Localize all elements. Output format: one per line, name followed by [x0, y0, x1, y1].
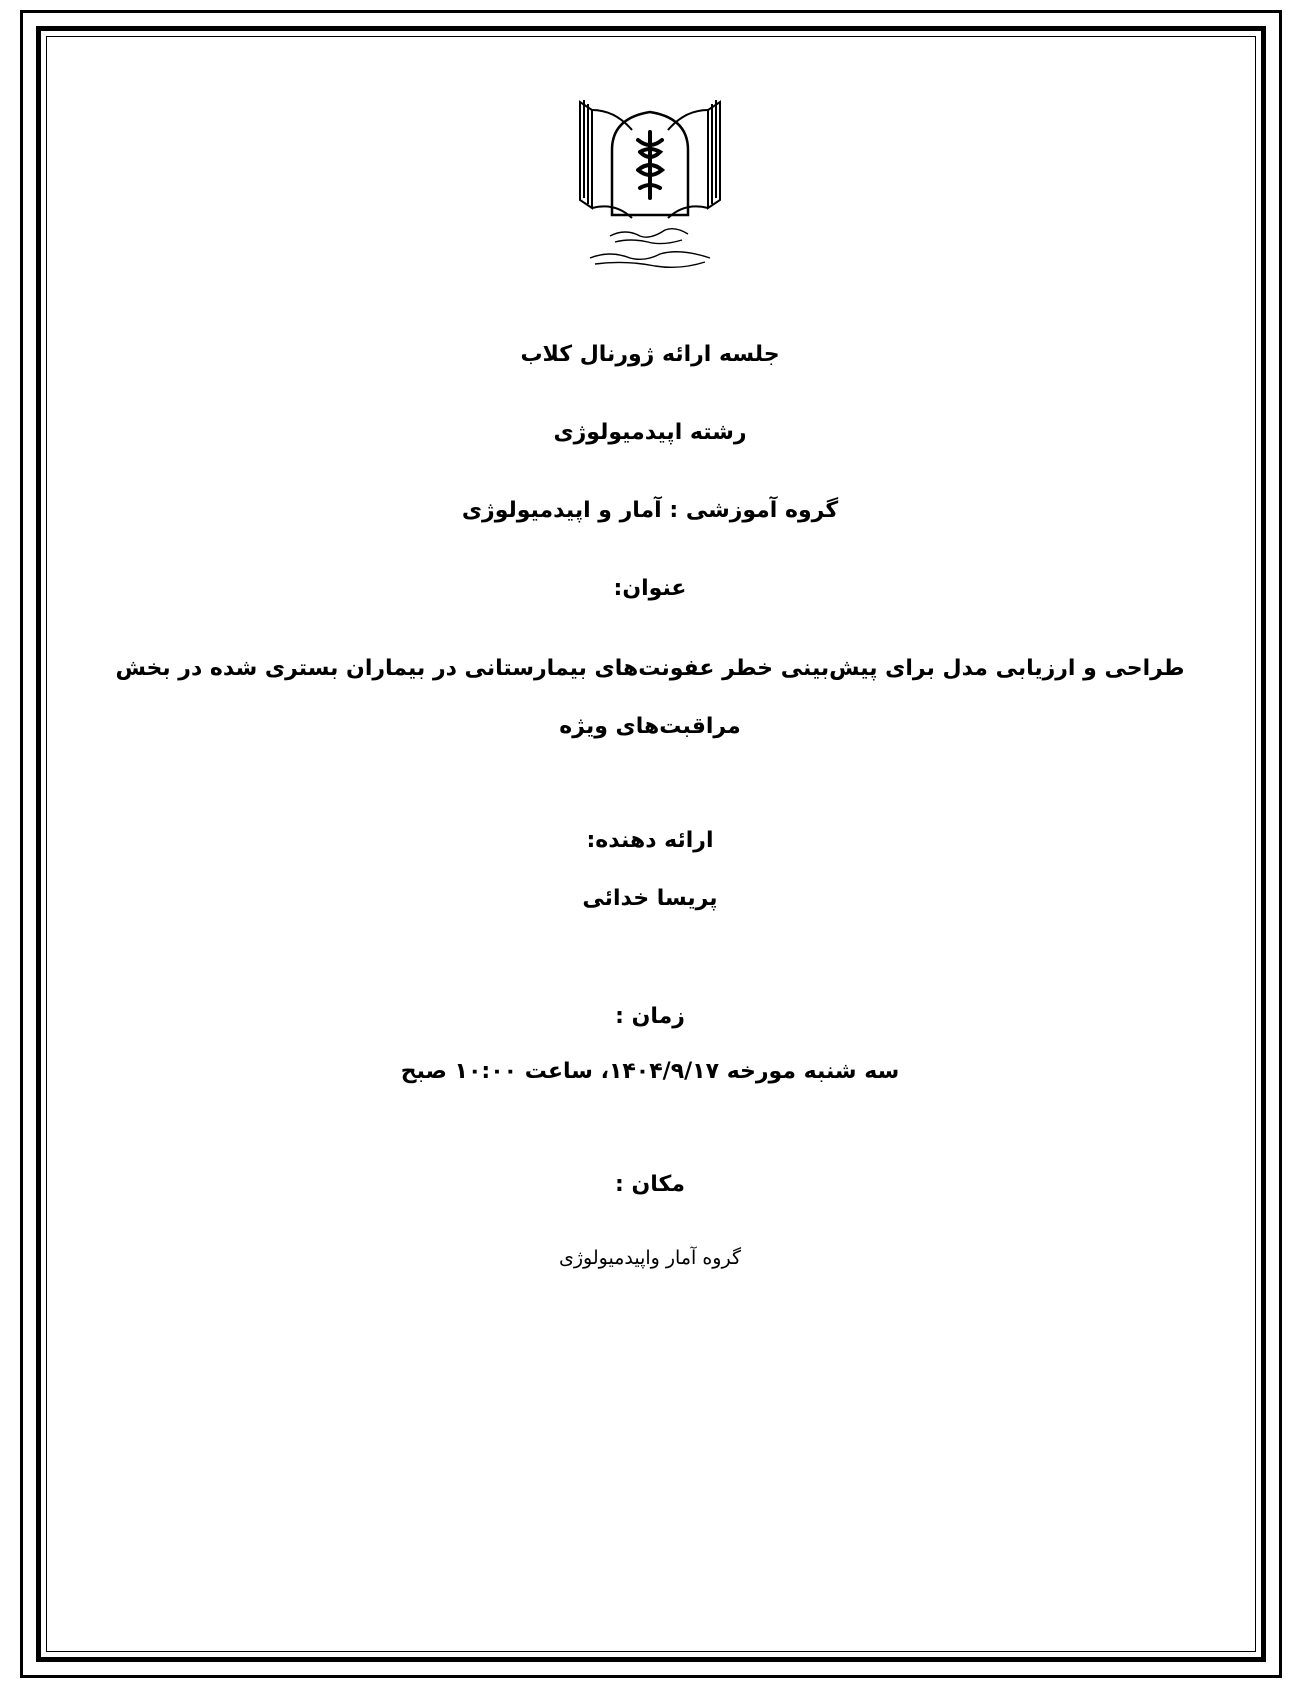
- field-of-study: رشته اپیدمیولوژی: [553, 420, 747, 445]
- time-label: زمان :: [615, 1004, 685, 1029]
- time-value: سه شنبه مورخه ۱۴۰۴/۹/۱۷، ساعت ۱۰:۰۰ صبح: [400, 1059, 900, 1084]
- title-label: عنوان:: [613, 576, 687, 601]
- department: گروه آموزشی : آمار و اپیدمیولوژی: [461, 498, 839, 523]
- presenter-label: ارائه دهنده:: [586, 828, 714, 853]
- logo-emblem-icon: [570, 90, 730, 290]
- presentation-title: طراحی و ارزیابی مدل برای پیش‌بینی خطر عفونت‌های بیمارستانی در بیماران بستری شده در بخش مراقبت‌های ویژه: [115, 656, 1185, 739]
- place-label: مکان :: [615, 1172, 685, 1197]
- place-value: گروه آمار واپیدمیولوژی: [559, 1247, 741, 1269]
- university-logo: [570, 90, 730, 290]
- session-heading: جلسه ارائه ژورنال کلاب: [520, 342, 780, 367]
- presenter-name: پریسا خدائی: [582, 886, 718, 911]
